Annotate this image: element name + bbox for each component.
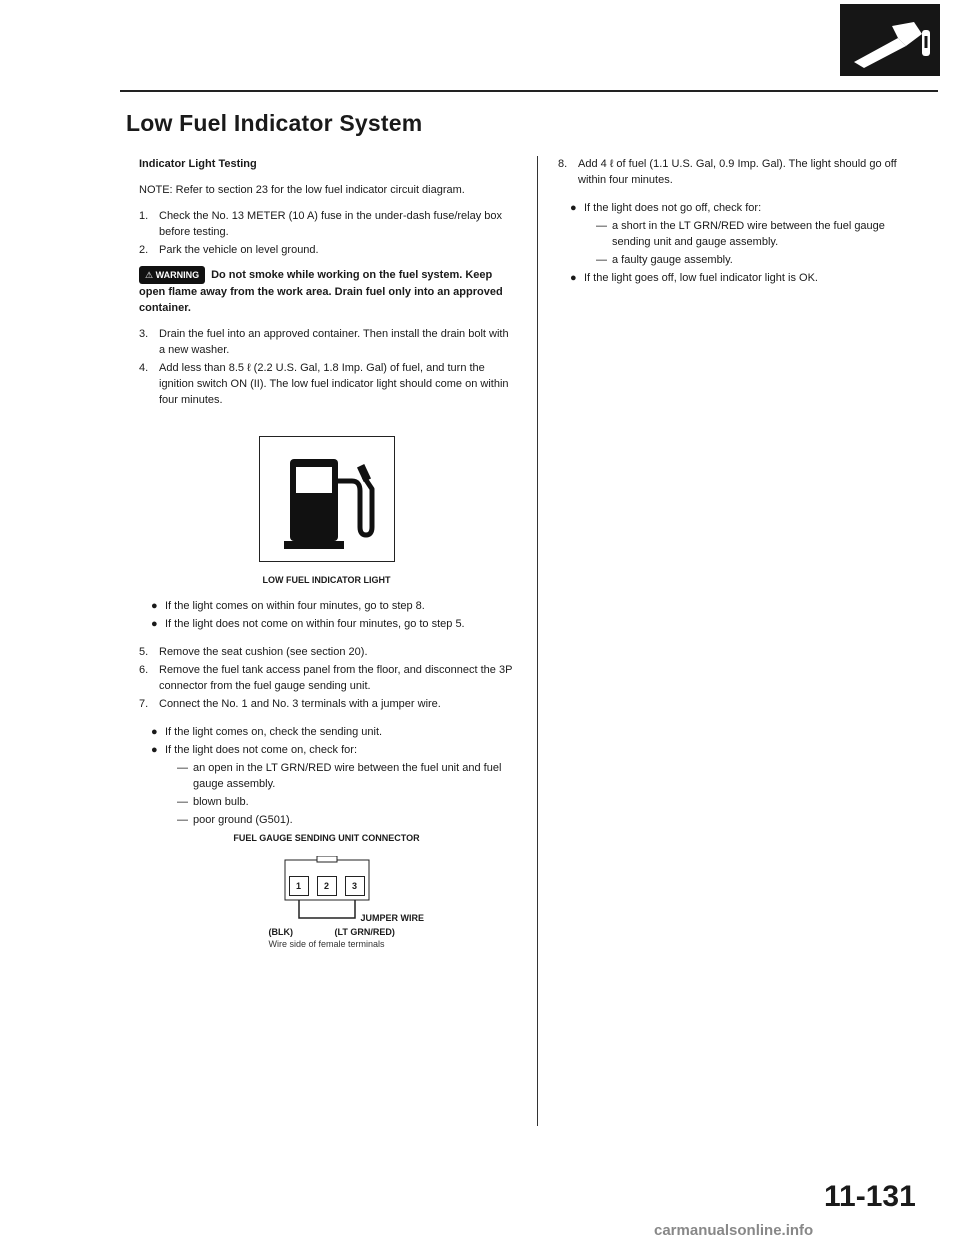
watermark-text: carmanualsonline.info: [654, 1222, 814, 1239]
list-item: ● If the light does not come on within four minutes, go to step 5.: [151, 618, 465, 630]
step-7: 7. Connect the No. 1 and No. 3 terminals with a jumper wire.: [139, 698, 441, 710]
section-subheading: Indicator Light Testing: [139, 158, 257, 170]
low-fuel-indicator-icon: [259, 436, 395, 562]
header-rule: [120, 90, 938, 92]
connector-pin-1: 1: [289, 876, 309, 896]
list-item: — a faulty gauge assembly.: [596, 254, 733, 266]
blk-wire-label: (BLK): [268, 927, 293, 937]
step-8: 8. Add 4 ℓ of fuel (1.1 U.S. Gal, 0.9 Imp. Gal). The light should go off within four minutes.: [558, 158, 897, 186]
step-5: 5. Remove the seat cushion (see section 20).: [139, 646, 368, 658]
connector-pin-2: 2: [317, 876, 337, 896]
warning-badge: ⚠ WARNING: [139, 266, 205, 284]
step-3: 3. Drain the fuel into an approved container. Then install the drain bolt with a new washer.: [139, 328, 509, 356]
column-divider: [537, 156, 538, 1126]
step-1: 1. Check the No. 13 METER (10 A) fuse in the under-dash fuse/relay box before testing.: [139, 210, 503, 238]
step-2: 2. Park the vehicle on level ground.: [139, 244, 319, 256]
step-4: 4. Add less than 8.5 ℓ (2.2 U.S. Gal, 1.8 Imp. Gal) of fuel, and turn the ignition switch ON (II). The low fuel indicator light should come on within four minutes.: [139, 362, 509, 406]
list-item: ● If the light goes off, low fuel indicator light is OK.: [570, 272, 818, 284]
left-column: [139, 156, 514, 962]
connector-note: Wire side of female terminals: [268, 939, 385, 949]
list-item: — an open in the LT GRN/RED wire between the fuel unit and fuel gauge assembly.: [177, 762, 502, 790]
list-item: ● If the light comes on within four minutes, go to step 8.: [151, 600, 425, 612]
page-number: 11-131: [824, 1180, 916, 1213]
list-item: ● If the light comes on, check the sending unit.: [151, 726, 383, 738]
warning-text: Do not smoke while working on the fuel system. Keep open flame away from the work area. Drain fuel only into an approved container.: [139, 269, 503, 314]
grnred-wire-label: (LT GRN/RED): [334, 927, 395, 937]
connector-title: FUEL GAUGE SENDING UNIT CONNECTOR: [233, 833, 420, 843]
list-item: ● If the light does not go off, check for:: [570, 202, 762, 214]
jumper-wire-label: JUMPER WIRE: [360, 913, 425, 923]
fuel-section-icon: [840, 4, 940, 76]
connector-diagram: [217, 856, 437, 936]
connector-pin-3: 3: [345, 876, 365, 896]
right-column: [558, 156, 920, 288]
icon-caption: LOW FUEL INDICATOR LIGHT: [262, 575, 391, 585]
step-6: 6. Remove the fuel tank access panel from the floor, and disconnect the 3P connector from the fuel gauge sending unit.: [139, 664, 513, 692]
list-item: — poor ground (G501).: [177, 814, 293, 826]
page-title: Low Fuel Indicator System: [126, 110, 423, 136]
note-text: NOTE: Refer to section 23 for the low fuel indicator circuit diagram.: [139, 184, 465, 196]
warning-block: [139, 266, 514, 316]
list-item: ● If the light does not come on, check for:: [151, 744, 357, 756]
list-item: — a short in the LT GRN/RED wire between the fuel gauge sending unit and gauge assembly.: [596, 220, 885, 248]
list-item: — blown bulb.: [177, 796, 249, 808]
